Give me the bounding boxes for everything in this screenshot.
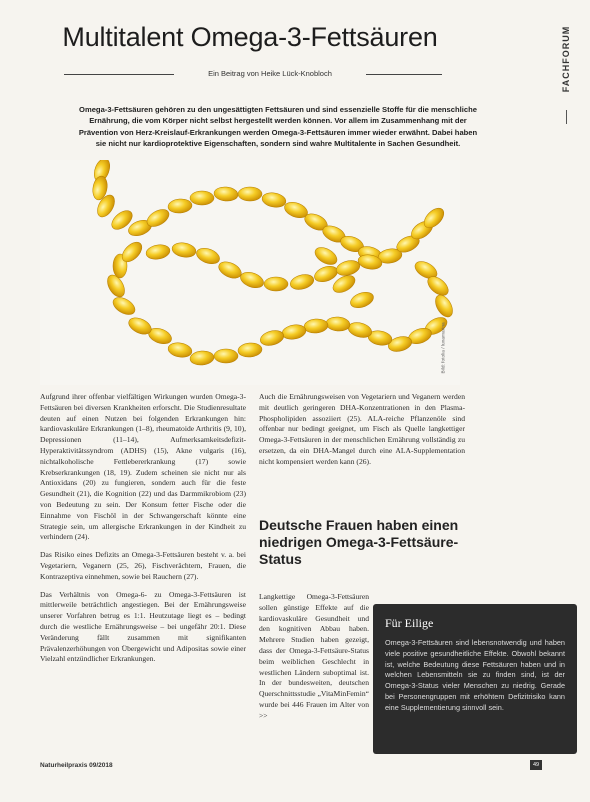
summary-box-title: Für Eilige	[385, 616, 434, 630]
publication-footer: Naturheilpraxis 09/2018	[40, 762, 113, 769]
summary-box-text: Omega-3-Fettsäuren sind lebensnotwendig und haben viele positive gesundheitliche Effekte. Obwohl bekannt ist, welche Bedeutung diese Fettsäuren haben und in welchen Lebensmitteln sie zu finden sind, ist der Omega-3-Status vieler Menschen zu niedrig. Gerade bei Personengruppen mit erhöhtem Defizitrisiko kann eine Supplementierung sinnvoll sein.	[385, 638, 565, 712]
right-column-bottom	[259, 592, 369, 729]
capsule	[190, 191, 214, 205]
summary-box	[373, 604, 577, 754]
right-paragraph-1: Auch die Ernährungsweisen von Vegetariern und Veganern werden mit deutlich geringeren DHA-Konzentrationen in den Plasma-Phospholipiden assoziiert (25). ALA-reiche Pflanzenöle sind offenbar nur bedingt geeignet, um Fisch als Quelle langkettiger Omega-3-Fettsäuren in der menschlichen Ernährung vollständig zu ersetzen, da ein DHA-Mangel durch eine ALA-Supplementation nicht kompensiert werden kann (26).	[259, 392, 465, 466]
section-rule	[566, 110, 567, 124]
byline-rule-right	[366, 74, 442, 75]
capsule	[214, 349, 238, 363]
byline-rule-left	[64, 74, 174, 75]
left-column	[40, 392, 246, 672]
article-title: Multitalent Omega-3-Fettsäuren	[62, 22, 438, 52]
capsule	[238, 187, 262, 201]
article-intro: Omega-3-Fettsäuren gehören zu den ungesättigten Fettsäuren und sind essenzielle Stoffe für die menschliche Ernährung, die vom Körper nicht selbst hergestellt werden können. Vor allem im Zusammenhang mit der Prävention von Herz-Kreislauf-Erkrankungen werden Omega-3-Fettsäuren immer wieder erwähnt. Dabei haben sie nicht nur kardioprotektive Eigenschaften, sondern sind wahre Multitalente in Sachen Gesundheit.	[78, 105, 478, 149]
capsule	[264, 277, 288, 291]
right-column-top	[259, 392, 465, 475]
photo-credit	[438, 285, 450, 375]
left-paragraph-1: Aufgrund ihrer offenbar vielfältigen Wirkungen wurden Omega-3-Fettsäuren bei diversen Krankheiten erforscht. Die Studienresultate deuten auf einen Nutzen bei folgenden Erkrankungen hin: kardiovaskuläre Erkrankungen (1–8), rheumatoide Arthritis (9, 10), Depressionen (11–14), Aufmerksamkeitsdefizit-Hyperaktivitätssyndrom (ADHS) (15), Akne vulgaris (16), nichtalkoholische Fettlebererkrankung (17) sowie Krebserkrankungen (18, 19). Zudem scheinen sie nicht nur als Antioxidans (20) zu fungieren, sondern auch für die feste Gesundheit (21), die Kognition (22) und das Darmmikrobiom (23) von Bedeutung zu sein. Der Konsum fetter Fische oder die Einnahme von Fischöl in der Schwangerschaft könnte eine Strategie sein, um allergische Erkrankungen in der Kindheit zu verhindern (24).	[40, 392, 246, 542]
section-label-text: FACHFORUM	[561, 25, 571, 93]
article-byline: Ein Beitrag von Heike Lück-Knobloch	[208, 69, 332, 78]
photo-credit-text: Bild: fotolia / lunamarina	[441, 322, 447, 374]
left-paragraph-3: Das Verhältnis von Omega-6- zu Omega-3-Fettsäuren ist mittlerweile beträchtlich angestiegen. Bei der Ernährungsweise unserer Vorfahren betrug es 1:1. Heutzutage liegt es – bedingt durch die westliche Ernährungsweise – bei ungefähr 20:1. Diese Veränderung fällt zusammen mit signifikanten Prävalenzerhöhungen von Übergewicht und Adipositas sowie einer Vielzahl entzündlicher Erkrankungen.	[40, 589, 246, 664]
left-paragraph-2: Das Risiko eines Defizits an Omega-3-Fettsäuren besteht v. a. bei Vegetariern, Veganern (25, 26), Fischverächtern, Frauen, die Kontrazeptiva einnehmen, sowie bei Rauchern (27).	[40, 550, 246, 581]
fish-capsules-photo	[40, 160, 460, 385]
page-number: 49	[530, 760, 542, 770]
right-paragraph-2: Langkettige Omega-3-Fettsäuren sollen günstige Effekte auf die kardiovaskuläre Gesundheit und den kognitiven Abbau haben. Mehrere Studien haben gezeigt, dass der Omega-3-Fettsäure-Status beim weiblichen Geschlecht in westlichen Ländern suboptimal ist. In der bundesweiten, deutschen Querschnittsstudie „VitaMinFemin“ wurde bei 446 Frauen im Alter von >>	[259, 592, 369, 720]
section-label	[556, 18, 576, 110]
section-subheading: Deutsche Frauen haben einen niedrigen Omega-3-Fettsäure-Status	[259, 517, 459, 567]
